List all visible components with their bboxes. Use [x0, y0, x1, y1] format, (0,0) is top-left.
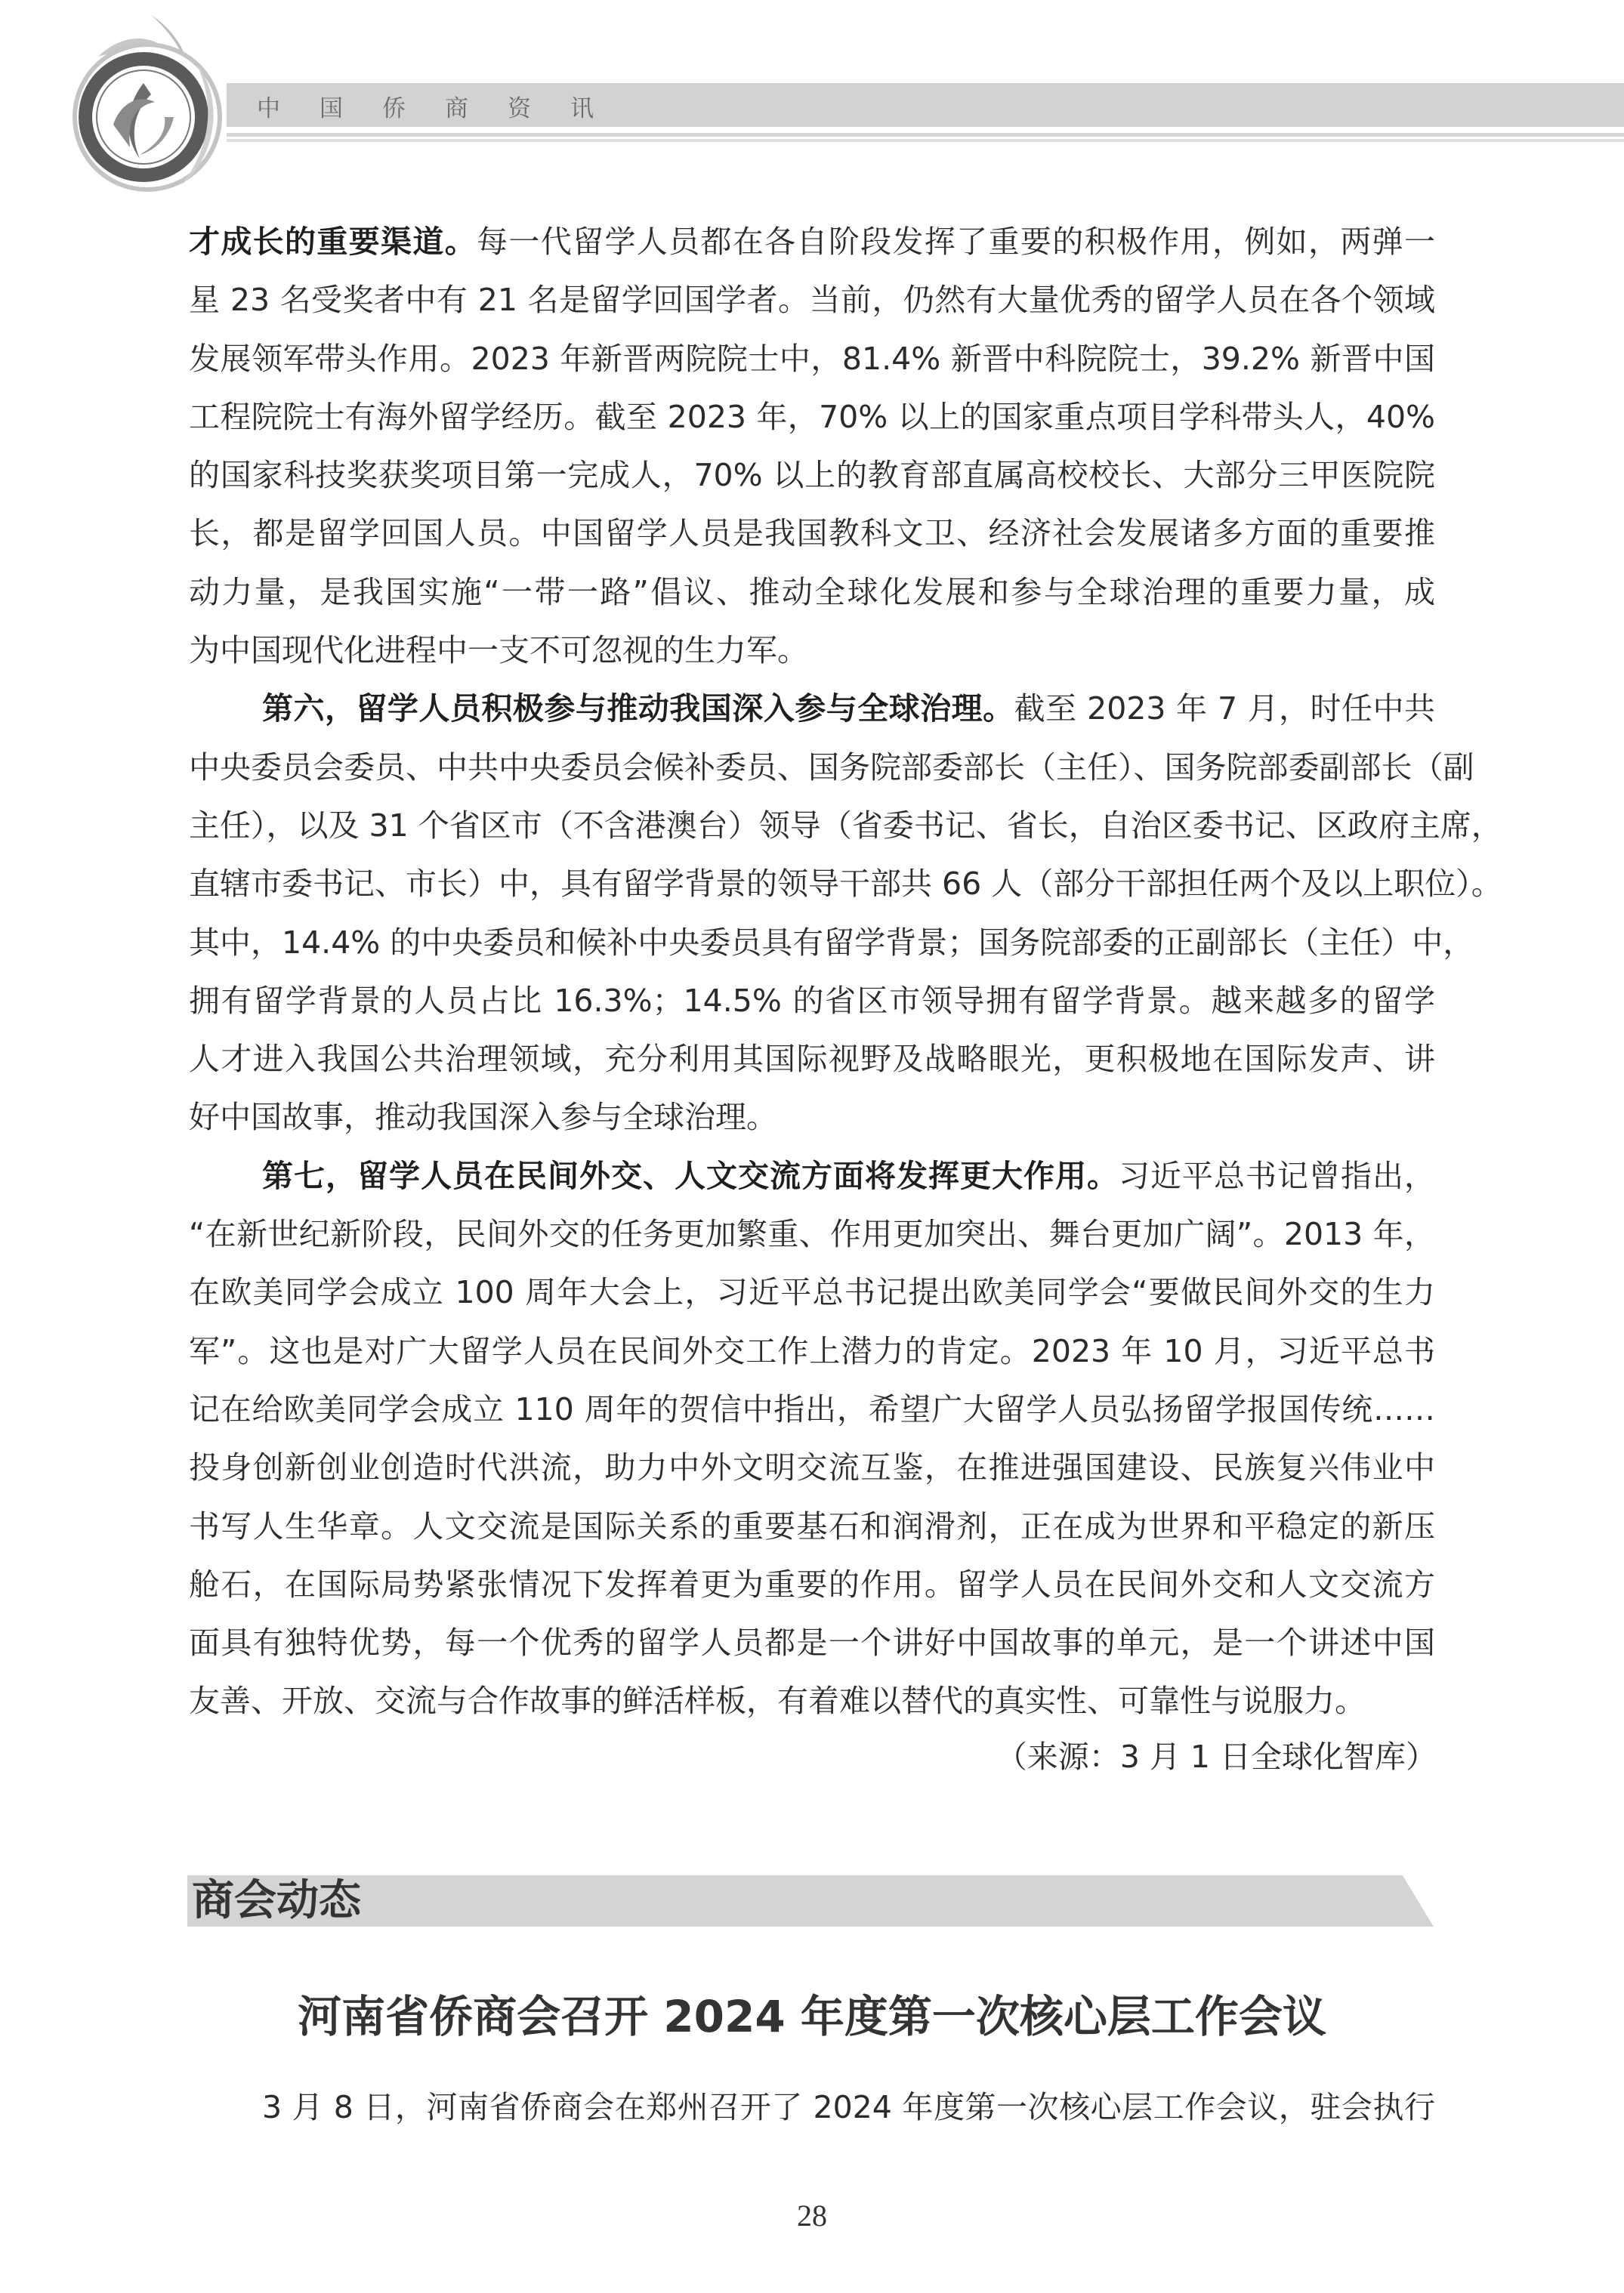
- publication-title-char: 侨: [382, 95, 406, 122]
- paragraph-text: 习近平总书记曾指出，: [1119, 1157, 1435, 1194]
- body-paragraph: [189, 680, 1502, 1146]
- section-title: 商会动态: [192, 1875, 361, 1925]
- paragraph-line: 直辖市委书记、市长）中，具有留学背景的领导干部共 66 人（部分干部担任两个及以上职位）。: [189, 866, 1502, 903]
- paragraph-line: [189, 680, 1435, 738]
- paragraph-line: 拥有留学背景的人员占比 16.3%；14.5% 的省区市领导拥有留学背景。越来越多的留学: [189, 982, 1435, 1019]
- publication-title-char: 国: [320, 95, 343, 122]
- paragraph-line: 记在给欧美同学会成立 110 周年的贺信中指出，希望广大留学人员弘扬留学报国传统……: [189, 1390, 1435, 1427]
- paragraph-line: 军”。这也是对广大留学人员在民间外交工作上潜力的肯定。2023 年 10 月，习近平总书: [189, 1332, 1435, 1369]
- header-divider: [227, 133, 1624, 137]
- paragraph-line: [189, 1147, 1435, 1205]
- paragraph-line: 星 23 名受奖者中有 21 名是留学回国学者。当前，仍然有大量优秀的留学人员在各个领域: [189, 282, 1435, 319]
- paragraph-text: 每一代留学人员都在各自阶段发挥了重要的积极作用，例如，两弹一: [477, 224, 1435, 260]
- paragraph-lead-heading: 才成长的重要渠道。: [189, 224, 477, 260]
- body-paragraph: [189, 1147, 1435, 1731]
- source-citation: （来源：3 月 1 日全球化智库）: [996, 1739, 1437, 1775]
- publication-title-char: 讯: [570, 95, 594, 122]
- paragraph-line: 主任），以及 31 个省区市（不含港澳台）领导（省委书记、省长，自治区委书记、区政府主席，: [189, 807, 1502, 844]
- paragraph-line: 其中，14.4% 的中央委员和候补中央委员具有留学背景；国务院部委的正副部长（主任）中，: [189, 924, 1474, 961]
- section-header-bar: [187, 1875, 1434, 1927]
- paragraph-line: 舱石，在国际局势紧张情况下发挥着更为重要的作用。留学人员在民间外交和人文交流方: [189, 1566, 1435, 1603]
- paragraph-line: 面具有独特优势，每一个优秀的留学人员都是一个讲好中国故事的单元，是一个讲述中国: [189, 1625, 1435, 1662]
- paragraph-line: 长，都是留学回国人员。中国留学人员是我国教科文卫、经济社会发展诸多方面的重要推: [189, 515, 1435, 552]
- paragraph-line: 工程院院士有海外留学经历。截至 2023 年，70% 以上的国家重点项目学科带头人，40%: [189, 398, 1435, 435]
- paragraph-line: 动力量，是我国实施“一带一路”倡议、推动全球化发展和参与全球治理的重要力量，成: [189, 573, 1435, 610]
- publication-title-char: 中: [257, 95, 280, 122]
- article-title: 河南省侨商会召开 2024 年度第一次核心层工作会议: [298, 1991, 1326, 2042]
- paragraph-line: 在欧美同学会成立 100 周年大会上，习近平总书记提出欧美同学会“要做民间外交的生力: [189, 1274, 1435, 1311]
- article-body: [189, 213, 1502, 1731]
- chamber-logo-icon: [68, 11, 242, 196]
- paragraph-line: 为中国现代化进程中一支不可忽视的生力军。: [189, 632, 808, 669]
- article-lead-paragraph: 3 月 8 日，河南省侨商会在郑州召开了 2024 年度第一次核心层工作会议，驻会执行: [262, 2089, 1435, 2125]
- paragraph-line: 好中国故事，推动我国深入参与全球治理。: [189, 1099, 777, 1136]
- paragraph-line: 友善、开放、交流与合作故事的鲜活样板，有着难以替代的真实性、可靠性与说服力。: [189, 1683, 1366, 1720]
- paragraph-line: [189, 213, 1435, 271]
- paragraph-line: 投身创新创业创造时代洪流，助力中外文明交流互鉴，在推进强国建设、民族复兴伟业中: [189, 1449, 1435, 1486]
- publication-title: [257, 89, 594, 123]
- publication-title-char: 资: [508, 95, 531, 122]
- publication-title-char: 商: [445, 95, 468, 122]
- paragraph-line: 的国家科技奖获奖项目第一完成人，70% 以上的教育部直属高校校长、大部分三甲医院院: [189, 457, 1435, 494]
- paragraph-lead-heading: 第七，留学人员在民间外交、人文交流方面将发挥更大作用。: [262, 1157, 1119, 1194]
- paragraph-line: 人才进入我国公共治理领域，充分利用其国际视野及战略眼光，更积极地在国际发声、讲: [189, 1041, 1435, 1078]
- paragraph-text: 截至 2023 年 7 月，时任中共: [1014, 690, 1435, 727]
- paragraph-line: 发展领军带头作用。2023 年新晋两院院士中，81.4% 新晋中科院院士，39.2% 新晋中国: [189, 340, 1435, 377]
- paragraph-line: 中央委员会委员、中共中央委员会候补委员、国务院部委部长（主任）、国务院部委副部长（副: [189, 748, 1474, 785]
- paragraph-lead-heading: 第六，留学人员积极参与推动我国深入参与全球治理。: [262, 690, 1014, 727]
- paragraph-line: “在新世纪新阶段，民间外交的任务更加繁重、作用更加突出、舞台更加广阔”。2013 年，: [189, 1216, 1435, 1253]
- body-paragraph: [189, 213, 1435, 680]
- header-divider: [227, 139, 1624, 142]
- paragraph-line: 书写人生华章。人文交流是国际关系的重要基石和润滑剂，正在成为世界和平稳定的新压: [189, 1508, 1435, 1545]
- page-number: 28: [797, 2199, 827, 2233]
